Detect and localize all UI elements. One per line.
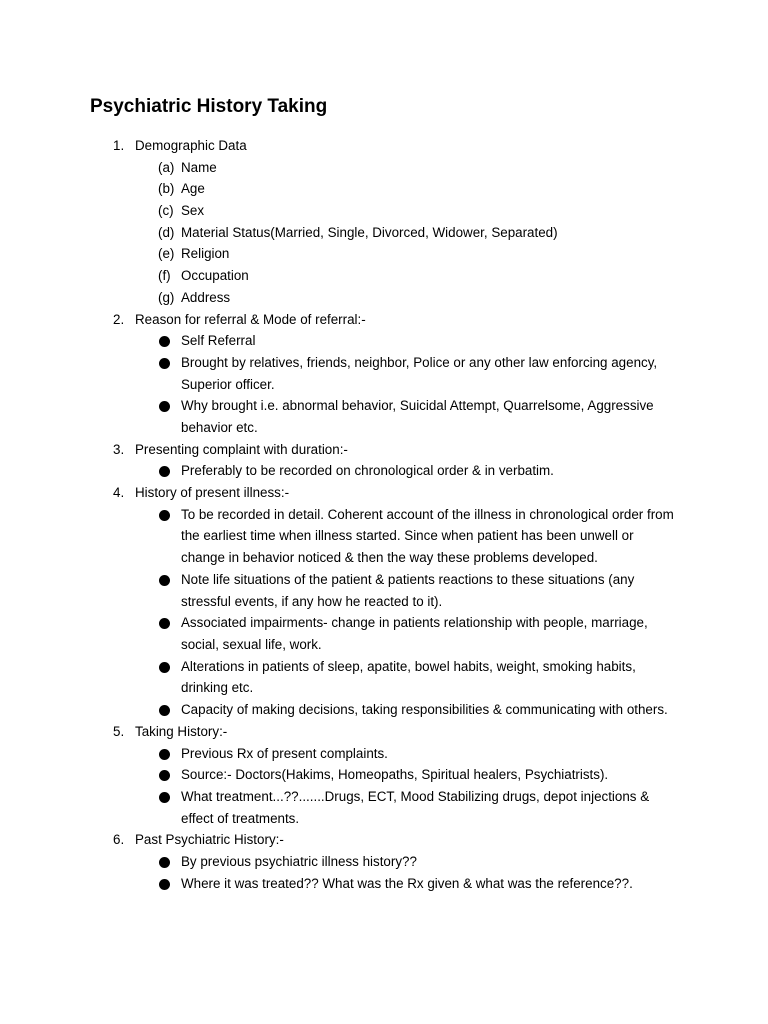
bullet-item (0, 612, 676, 655)
bullet-text: Where it was treated?? What was the Rx given & what was the reference??. (181, 875, 633, 891)
item-marker: (b) (158, 181, 175, 197)
section-number: 4. (113, 485, 125, 501)
section-label: History of present illness:- (135, 485, 290, 501)
item-text: Age (181, 181, 205, 197)
bullet-item (0, 352, 676, 395)
item-marker: (c) (158, 203, 174, 219)
section-label: Demographic Data (135, 138, 247, 153)
bullet-item (0, 395, 676, 438)
bullet-icon (159, 662, 170, 673)
section-label: Reason for referral & Mode of referral:- (135, 311, 366, 327)
list-item (0, 222, 768, 244)
item-marker: (d) (158, 224, 175, 240)
bullet-item (0, 460, 676, 482)
section-heading (0, 829, 768, 851)
bullet-item (0, 743, 676, 765)
bullet-icon (159, 879, 170, 890)
bullet-icon (159, 857, 170, 868)
item-marker: (a) (158, 159, 175, 175)
bullet-item (0, 873, 676, 895)
bullet-icon (159, 618, 170, 629)
bullet-text: To be recorded in detail. Coherent account of the illness in chronological order from the earliest time when illness started. Since when patient has been unwell or change in behavior noticed & then the way these problems developed. (181, 506, 674, 566)
bullet-icon (159, 749, 170, 760)
bullet-text: By previous psychiatric illness history?? (181, 854, 417, 869)
section-number: 3. (113, 441, 125, 457)
bullet-text: Source:- Doctors(Hakims, Homeopaths, Spiritual healers, Psychiatrists). (181, 767, 609, 783)
section-label: Presenting complaint with duration:- (135, 441, 348, 457)
section-number: 1. (113, 138, 125, 153)
bullet-icon (159, 510, 170, 521)
section-past-psychiatric-history (0, 829, 768, 894)
bullet-icon (159, 401, 170, 412)
item-text: Sex (181, 203, 205, 219)
bullet-text: Associated impairments- change in patients relationship with people, marriage, social, sexual life, work. (181, 615, 648, 652)
list-item (0, 200, 768, 222)
bullet-item (0, 764, 676, 786)
bullet-icon (159, 792, 170, 803)
bullet-item (0, 569, 676, 612)
bullet-icon (159, 705, 170, 716)
item-marker: (e) (158, 246, 175, 262)
bullet-text: Note life situations of the patient & patients reactions to these situations (any stressful events, if any how he reacted to it). (181, 571, 635, 609)
bullet-text: Why brought i.e. abnormal behavior, Suicidal Attempt, Quarrelsome, Aggressive behavior etc. (181, 398, 654, 435)
section-presenting-complaint (0, 439, 768, 482)
bullet-text: Alterations in patients of sleep, apatite, bowel habits, weight, smoking habits, drinking etc. (181, 658, 636, 696)
bullet-icon (159, 358, 170, 369)
item-marker: (f) (158, 268, 171, 284)
bullet-item (0, 699, 676, 721)
item-text: Material Status(Married, Single, Divorced, Widower, Separated) (181, 224, 558, 240)
bullet-icon (159, 770, 170, 781)
section-number: 6. (113, 832, 125, 848)
bullet-text: Capacity of making decisions, taking responsibilities & communicating with others. (181, 702, 668, 718)
section-heading (0, 439, 768, 461)
section-demographic-data (0, 135, 768, 309)
section-heading (0, 721, 768, 743)
section-number: 5. (113, 723, 125, 739)
document-body (0, 135, 768, 894)
item-text: Occupation (181, 268, 249, 284)
section-reason-for-referral (0, 309, 768, 439)
bullet-text: What treatment...??.......Drugs, ECT, Mood Stabilizing drugs, depot injections & effect of treatments. (181, 788, 650, 826)
item-text: Name (181, 159, 217, 175)
list-item (0, 178, 768, 200)
bullet-item (0, 330, 676, 352)
bullet-text: Brought by relatives, friends, neighbor, Police or any other law enforcing agency, Superior officer. (181, 354, 658, 392)
list-item (0, 287, 768, 309)
section-history-of-present-illness (0, 482, 768, 721)
bullet-text: Previous Rx of present complaints. (181, 745, 388, 761)
section-taking-history (0, 721, 768, 830)
section-number: 2. (113, 311, 125, 327)
list-item (0, 157, 768, 179)
bullet-text: Preferably to be recorded on chronological order & in verbatim. (181, 463, 554, 479)
bullet-icon (159, 336, 170, 347)
bullet-item (0, 786, 676, 829)
item-text: Religion (181, 246, 230, 262)
bullet-item (0, 656, 676, 699)
section-label: Past Psychiatric History:- (135, 832, 284, 848)
list-item (0, 265, 768, 287)
bullet-item (0, 504, 676, 569)
item-text: Address (181, 289, 231, 305)
section-heading (0, 135, 768, 157)
section-label: Taking History:- (135, 723, 228, 739)
list-item (0, 243, 768, 265)
section-heading (0, 309, 768, 331)
bullet-text: Self Referral (181, 333, 256, 349)
page-title: Psychiatric History Taking (90, 96, 328, 117)
bullet-icon (159, 575, 170, 586)
bullet-item (0, 851, 676, 873)
item-marker: (g) (158, 289, 175, 305)
bullet-icon (159, 466, 170, 477)
section-heading (0, 482, 768, 504)
